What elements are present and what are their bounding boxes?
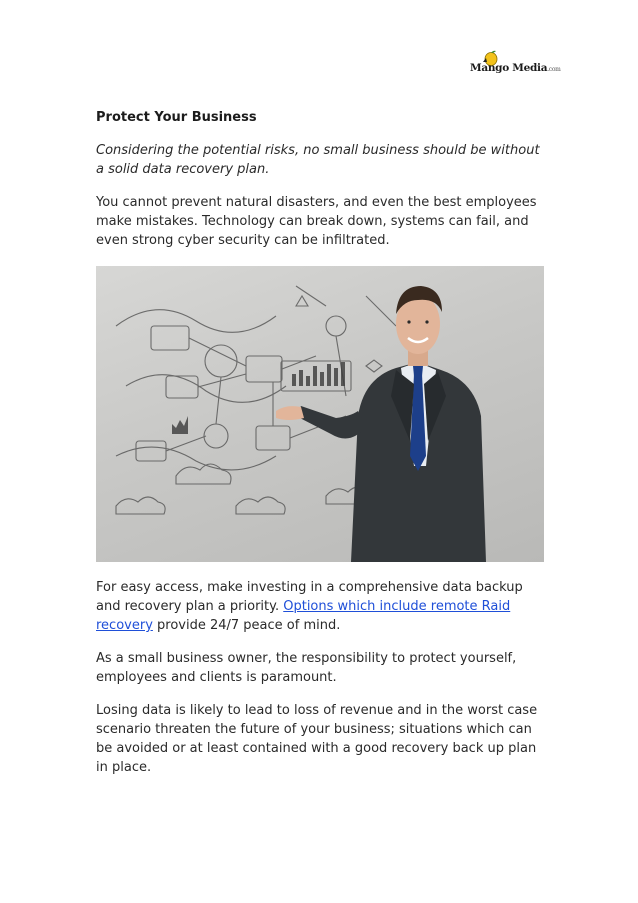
logo-wordmark: Mango Media.com bbox=[470, 62, 561, 74]
raid-recovery-link[interactable]: Options which include remote Raid recovery bbox=[96, 599, 511, 633]
article-title: Protect Your Business bbox=[96, 110, 257, 125]
paragraph-data-loss: Losing data is likely to lead to loss of revenue and in the worst case scenario threaten the future of your business; situations which can be avoided or at least contained with a good recovery back up plan in place. bbox=[96, 703, 538, 775]
paragraph-responsibility: As a small business owner, the responsibility to protect yourself, employees and clients is paramount. bbox=[96, 651, 517, 685]
intro-paragraph: Considering the potential risks, no small business should be without a solid data recovery plan. bbox=[96, 143, 540, 177]
backup-text-end: provide 24/7 peace of mind. bbox=[152, 618, 341, 633]
backup-text-start: For easy access, make investing in a comprehensive data backup and recovery plan a priority. bbox=[96, 580, 523, 614]
mango-media-logo bbox=[470, 50, 561, 80]
businessman-diagram-photo bbox=[96, 266, 544, 562]
paragraph-risks: You cannot prevent natural disasters, and even the best employees make mistakes. Technology can break down, systems can fail, and even strong cyber security can be infiltrated. bbox=[96, 195, 537, 248]
paragraph-backup bbox=[96, 578, 546, 635]
article bbox=[96, 108, 546, 791]
